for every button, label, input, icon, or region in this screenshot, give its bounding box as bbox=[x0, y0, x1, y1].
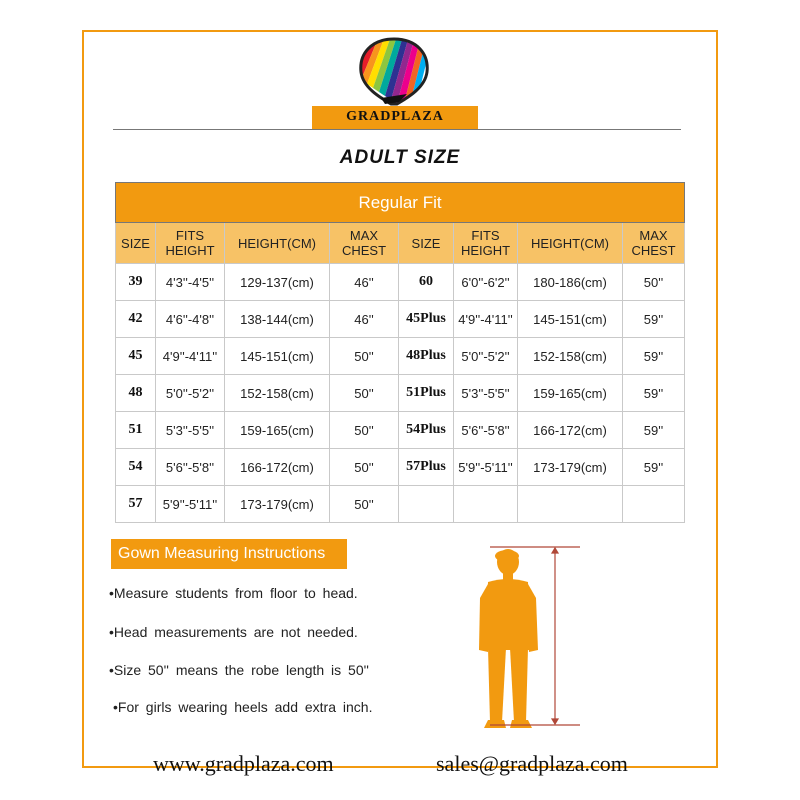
fits-height-cell: 5'9''-5'11'' bbox=[454, 449, 518, 486]
brand-name: GRADPLAZA bbox=[346, 109, 444, 124]
instruction-item: •Measure students from floor to head. bbox=[109, 585, 358, 601]
table-row bbox=[116, 412, 685, 449]
instruction-item: •Head measurements are not needed. bbox=[109, 624, 358, 640]
size-cell: 57 bbox=[116, 486, 156, 523]
max-chest-cell: 50'' bbox=[330, 412, 399, 449]
column-header: SIZE bbox=[399, 223, 454, 264]
height-cm-cell: 180-186(cm) bbox=[518, 264, 623, 301]
max-chest-cell: 59'' bbox=[623, 412, 685, 449]
height-cm-cell: 152-158(cm) bbox=[225, 375, 330, 412]
fit-title-row bbox=[116, 183, 685, 223]
size-cell: 48 bbox=[116, 375, 156, 412]
column-header: HEIGHT(CM) bbox=[225, 223, 330, 264]
fits-height-cell: 5'9''-5'11'' bbox=[156, 486, 225, 523]
height-cm-cell: 173-179(cm) bbox=[518, 449, 623, 486]
table-row bbox=[116, 338, 685, 375]
max-chest-cell: 46'' bbox=[330, 301, 399, 338]
column-header: MAX CHEST bbox=[330, 223, 399, 264]
size-cell bbox=[399, 486, 454, 523]
fits-height-cell: 5'6''-5'8'' bbox=[454, 412, 518, 449]
page-title: ADULT SIZE bbox=[339, 147, 461, 168]
max-chest-cell: 50'' bbox=[330, 375, 399, 412]
website-text: www.gradplaza.com bbox=[153, 751, 334, 776]
fits-height-cell: 6'0''-6'2'' bbox=[454, 264, 518, 301]
height-cm-cell: 173-179(cm) bbox=[225, 486, 330, 523]
max-chest-cell: 50'' bbox=[330, 449, 399, 486]
fits-height-cell: 5'6''-5'8'' bbox=[156, 449, 225, 486]
height-cm-cell: 129-137(cm) bbox=[225, 264, 330, 301]
header-divider bbox=[113, 129, 681, 130]
fits-height-cell bbox=[454, 486, 518, 523]
height-cm-cell: 159-165(cm) bbox=[225, 412, 330, 449]
height-cm-cell: 159-165(cm) bbox=[518, 375, 623, 412]
size-cell: 39 bbox=[116, 264, 156, 301]
size-cell: 51 bbox=[116, 412, 156, 449]
height-cm-cell: 166-172(cm) bbox=[225, 449, 330, 486]
max-chest-cell: 50'' bbox=[623, 264, 685, 301]
max-chest-cell bbox=[623, 486, 685, 523]
fits-height-cell: 4'3''-4'5'' bbox=[156, 264, 225, 301]
table-row bbox=[116, 486, 685, 523]
fits-height-cell: 5'3''-5'5'' bbox=[156, 412, 225, 449]
instructions-header bbox=[111, 539, 347, 569]
max-chest-cell: 50'' bbox=[330, 486, 399, 523]
fits-height-cell: 5'3''-5'5'' bbox=[454, 375, 518, 412]
size-chart-table bbox=[115, 182, 685, 523]
size-cell: 54Plus bbox=[399, 412, 454, 449]
column-header: MAX CHEST bbox=[623, 223, 685, 264]
size-cell: 45 bbox=[116, 338, 156, 375]
instructions-title: Gown Measuring Instructions bbox=[118, 545, 326, 562]
table-row bbox=[116, 301, 685, 338]
fits-height-cell: 4'9''-4'11'' bbox=[156, 338, 225, 375]
fits-height-cell: 4'6''-4'8'' bbox=[156, 301, 225, 338]
max-chest-cell: 46'' bbox=[330, 264, 399, 301]
size-cell: 48Plus bbox=[399, 338, 454, 375]
height-cm-cell: 145-151(cm) bbox=[225, 338, 330, 375]
column-header: SIZE bbox=[116, 223, 156, 264]
column-header: FITS HEIGHT bbox=[454, 223, 518, 264]
brand-banner bbox=[312, 106, 478, 130]
size-cell: 60 bbox=[399, 264, 454, 301]
fits-height-cell: 5'0''-5'2'' bbox=[156, 375, 225, 412]
hot-air-balloon-logo-icon bbox=[355, 36, 433, 108]
table-row bbox=[116, 375, 685, 412]
height-cm-cell: 138-144(cm) bbox=[225, 301, 330, 338]
size-cell: 57Plus bbox=[399, 449, 454, 486]
max-chest-cell: 59'' bbox=[623, 375, 685, 412]
max-chest-cell: 59'' bbox=[623, 338, 685, 375]
max-chest-cell: 59'' bbox=[623, 449, 685, 486]
height-cm-cell: 152-158(cm) bbox=[518, 338, 623, 375]
fits-height-cell: 4'9''-4'11'' bbox=[454, 301, 518, 338]
column-header: HEIGHT(CM) bbox=[518, 223, 623, 264]
instruction-item: •For girls wearing heels add extra inch. bbox=[113, 699, 373, 715]
size-cell: 54 bbox=[116, 449, 156, 486]
size-cell: 51Plus bbox=[399, 375, 454, 412]
email-text: sales@gradplaza.com bbox=[436, 751, 628, 776]
size-cell: 45Plus bbox=[399, 301, 454, 338]
instruction-item: •Size 50'' means the robe length is 50'' bbox=[109, 662, 369, 678]
size-cell: 42 bbox=[116, 301, 156, 338]
table-row bbox=[116, 264, 685, 301]
person-measurement-icon bbox=[470, 540, 590, 730]
height-cm-cell bbox=[518, 486, 623, 523]
max-chest-cell: 50'' bbox=[330, 338, 399, 375]
table-row bbox=[116, 449, 685, 486]
height-cm-cell: 166-172(cm) bbox=[518, 412, 623, 449]
column-header: FITS HEIGHT bbox=[156, 223, 225, 264]
max-chest-cell: 59'' bbox=[623, 301, 685, 338]
fit-label: Regular Fit bbox=[116, 183, 685, 223]
fits-height-cell: 5'0''-5'2'' bbox=[454, 338, 518, 375]
height-cm-cell: 145-151(cm) bbox=[518, 301, 623, 338]
header-row bbox=[116, 223, 685, 264]
